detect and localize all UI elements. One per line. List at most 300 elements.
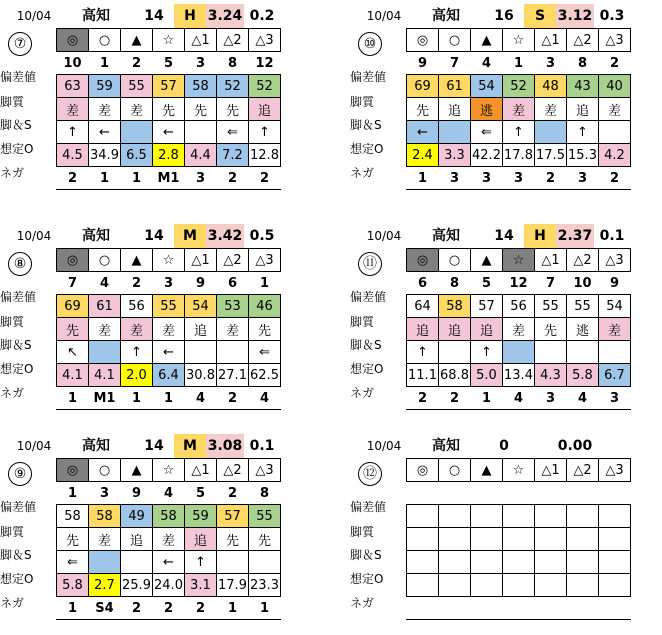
table-row	[407, 121, 631, 144]
running-style-cell: 先	[217, 98, 249, 121]
negative-cell	[503, 597, 535, 620]
mark-cell: ◎	[57, 249, 89, 272]
row-label: ネガ	[0, 596, 25, 610]
race-index: 2.37	[556, 224, 594, 248]
leg-speed-cell	[599, 121, 631, 144]
deviation-cell: 43	[567, 75, 599, 98]
track-condition: S	[524, 4, 556, 28]
mark-cell: ◎	[407, 29, 439, 52]
negative-cell: 1	[153, 387, 185, 410]
race-index: 3.12	[556, 4, 594, 28]
expected-odds-cell: 6.7	[599, 364, 631, 387]
table-row	[407, 52, 631, 75]
mark-cell: ◎	[57, 459, 89, 482]
deviation-cell	[439, 505, 471, 528]
leg-speed-cell: ⇐	[57, 551, 89, 574]
horse-number-cell: 10	[567, 272, 599, 295]
horse-number-cell: 5	[185, 482, 217, 505]
negative-cell: 4	[249, 387, 281, 410]
race-index-secondary: 0.3	[599, 8, 625, 24]
deviation-cell: 57	[471, 295, 503, 318]
horse-number-cell	[567, 482, 599, 505]
track-condition: H	[524, 224, 556, 248]
horse-number-cell	[535, 482, 567, 505]
negative-cell: 4	[567, 387, 599, 410]
deviation-cell: 52	[503, 75, 535, 98]
horse-number-cell: 2	[121, 52, 153, 75]
table-row	[57, 318, 281, 341]
running-style-cell	[535, 528, 567, 551]
mark-cell: ☆	[503, 459, 535, 482]
mark-cell: △1	[185, 249, 217, 272]
venue-name: 高知	[82, 438, 110, 454]
leg-speed-cell	[439, 341, 471, 364]
deviation-cell	[407, 505, 439, 528]
race-panel	[350, 434, 662, 630]
running-style-cell: 差	[89, 98, 121, 121]
table-row	[407, 528, 631, 551]
venue-name: 高知	[432, 228, 460, 244]
leg-speed-cell: ⇐	[471, 121, 503, 144]
horse-number-cell: 4	[89, 272, 121, 295]
negative-cell: 2	[217, 167, 249, 190]
running-style-cell: 追	[567, 98, 599, 121]
row-label: 想定O	[350, 142, 384, 156]
mark-cell: △1	[185, 29, 217, 52]
mark-cell: △3	[599, 459, 631, 482]
negative-cell: 3	[471, 167, 503, 190]
negative-cell: 1	[217, 597, 249, 620]
leg-speed-cell: ←	[153, 551, 185, 574]
mark-cell: △3	[249, 249, 281, 272]
horse-table	[56, 248, 281, 410]
table-row	[57, 528, 281, 551]
horse-number-cell: 9	[121, 482, 153, 505]
expected-odds-cell: 17.5	[535, 144, 567, 167]
running-style-cell: 逃	[471, 98, 503, 121]
table-row	[407, 29, 631, 52]
leg-speed-cell: ↑	[121, 341, 153, 364]
deviation-cell: 69	[57, 295, 89, 318]
row-label: ネガ	[0, 386, 25, 400]
race-index-secondary: 0.1	[599, 228, 625, 244]
venue-name: 高知	[432, 8, 460, 24]
field-size: 14	[494, 228, 514, 244]
running-style-cell: 差	[153, 528, 185, 551]
row-label: ネガ	[0, 166, 25, 180]
track-condition: M	[174, 224, 206, 248]
mark-cell: ☆	[153, 459, 185, 482]
deviation-cell	[567, 505, 599, 528]
table-row	[407, 387, 631, 410]
horse-number-cell: 9	[407, 52, 439, 75]
row-label: 脚＆S	[0, 118, 32, 132]
race-number: ⑨	[8, 462, 32, 486]
negative-cell: 3	[599, 387, 631, 410]
table-row	[57, 52, 281, 75]
horse-number-cell: 3	[153, 272, 185, 295]
race-panel	[350, 4, 662, 200]
race-index: 0.00	[557, 438, 593, 454]
leg-speed-cell	[535, 121, 567, 144]
running-style-cell: 先	[249, 528, 281, 551]
race-panel	[0, 4, 326, 200]
negative-cell: 1	[57, 387, 89, 410]
track-condition: H	[174, 4, 206, 28]
horse-number-cell: 3	[535, 52, 567, 75]
race-date: 10/04	[16, 229, 52, 243]
expected-odds-cell: 13.4	[503, 364, 535, 387]
mark-cell: ▲	[471, 249, 503, 272]
horse-number-cell: 6	[407, 272, 439, 295]
race-date: 10/04	[366, 439, 402, 453]
venue-name: 高知	[82, 8, 110, 24]
running-style-cell: 先	[217, 528, 249, 551]
running-style-cell: 差	[57, 98, 89, 121]
table-row	[407, 98, 631, 121]
horse-number-cell: 4	[153, 482, 185, 505]
table-row	[57, 144, 281, 167]
running-style-cell: 逃	[567, 318, 599, 341]
leg-speed-cell	[121, 551, 153, 574]
negative-cell: 1	[121, 387, 153, 410]
mark-cell: △3	[599, 249, 631, 272]
mark-cell: ◎	[407, 459, 439, 482]
horse-number-cell: 3	[185, 52, 217, 75]
negative-cell: 4	[185, 387, 217, 410]
mark-cell: ○	[89, 249, 121, 272]
horse-number-cell: 2	[121, 272, 153, 295]
race-index: 3.42	[206, 224, 244, 248]
mark-cell: ○	[439, 29, 471, 52]
row-label: 偏差値	[0, 290, 37, 304]
race-number: ⑪	[358, 252, 382, 276]
horse-number-cell: 5	[153, 52, 185, 75]
running-style-cell: 追	[249, 98, 281, 121]
race-number: ⑩	[358, 32, 382, 56]
horse-table	[406, 458, 631, 620]
horse-table	[56, 28, 281, 190]
expected-odds-cell: 6.5	[121, 144, 153, 167]
row-label: ネガ	[350, 166, 375, 180]
table-row	[407, 459, 631, 482]
table-row	[407, 144, 631, 167]
horse-number-cell: 3	[89, 482, 121, 505]
deviation-cell: 58	[185, 75, 217, 98]
race-number: ⑧	[8, 252, 32, 276]
table-row	[57, 459, 281, 482]
leg-speed-cell	[439, 121, 471, 144]
running-style-cell: 差	[121, 318, 153, 341]
leg-speed-cell	[599, 551, 631, 574]
leg-speed-cell: ↑	[249, 121, 281, 144]
horse-number-cell: 9	[599, 272, 631, 295]
field-size: 14	[144, 8, 164, 24]
mark-cell: ▲	[121, 29, 153, 52]
row-label: 想定O	[0, 142, 34, 156]
row-label: 脚＆S	[350, 548, 382, 562]
negative-cell: 1	[57, 597, 89, 620]
mark-cell: ☆	[503, 29, 535, 52]
leg-speed-cell	[535, 341, 567, 364]
leg-speed-cell	[217, 551, 249, 574]
horse-number-cell	[503, 482, 535, 505]
deviation-cell	[471, 505, 503, 528]
deviation-cell: 61	[439, 75, 471, 98]
deviation-cell: 55	[535, 295, 567, 318]
horse-number-cell: 1	[57, 482, 89, 505]
mark-cell: △2	[217, 459, 249, 482]
running-style-cell	[599, 528, 631, 551]
mark-cell: ○	[439, 249, 471, 272]
mark-cell: △3	[599, 29, 631, 52]
table-row	[407, 574, 631, 597]
table-row	[407, 75, 631, 98]
horse-table	[56, 458, 281, 620]
negative-cell: 2	[185, 597, 217, 620]
table-row	[57, 272, 281, 295]
leg-speed-cell: ←	[89, 121, 121, 144]
race-index-secondary: 0.5	[249, 228, 275, 244]
race-header	[6, 224, 326, 248]
deviation-cell	[503, 505, 535, 528]
leg-speed-cell: ↖	[57, 341, 89, 364]
table-row	[57, 29, 281, 52]
row-label: 脚＆S	[0, 338, 32, 352]
horse-number-cell: 12	[249, 52, 281, 75]
horse-number-cell: 12	[503, 272, 535, 295]
negative-cell: 2	[217, 387, 249, 410]
deviation-cell: 57	[217, 505, 249, 528]
row-label: 脚＆S	[350, 338, 382, 352]
leg-speed-cell	[599, 341, 631, 364]
expected-odds-cell: 17.8	[503, 144, 535, 167]
row-label: 脚質	[350, 95, 375, 109]
deviation-cell: 56	[503, 295, 535, 318]
venue-name: 高知	[82, 228, 110, 244]
negative-cell	[439, 597, 471, 620]
expected-odds-cell: 2.8	[153, 144, 185, 167]
running-style-cell	[471, 528, 503, 551]
leg-speed-cell	[121, 121, 153, 144]
deviation-cell: 55	[153, 295, 185, 318]
mark-cell: ▲	[121, 459, 153, 482]
negative-cell	[407, 597, 439, 620]
running-style-cell: 先	[185, 98, 217, 121]
deviation-cell: 55	[249, 505, 281, 528]
race-header	[6, 4, 326, 28]
race-index: 3.08	[206, 434, 244, 458]
horse-number-cell: 7	[439, 52, 471, 75]
running-style-cell: 差	[89, 528, 121, 551]
deviation-cell: 53	[217, 295, 249, 318]
running-style-cell: 先	[153, 98, 185, 121]
deviation-cell: 61	[89, 295, 121, 318]
deviation-cell: 56	[121, 295, 153, 318]
row-label: 想定O	[350, 572, 384, 586]
race-header	[356, 434, 662, 458]
row-label: 脚質	[0, 95, 25, 109]
race-header	[6, 434, 326, 458]
horse-number-cell: 7	[535, 272, 567, 295]
row-label: ネガ	[350, 596, 375, 610]
mark-cell: △1	[535, 29, 567, 52]
expected-odds-cell: 34.9	[89, 144, 121, 167]
mark-cell: △2	[567, 459, 599, 482]
track-condition	[524, 434, 556, 458]
row-label: 脚質	[0, 315, 25, 329]
expected-odds-cell: 62.5	[249, 364, 281, 387]
expected-odds-cell	[567, 574, 599, 597]
deviation-cell: 55	[121, 75, 153, 98]
running-style-cell: 差	[503, 98, 535, 121]
expected-odds-cell	[599, 574, 631, 597]
horse-number-cell: 5	[471, 272, 503, 295]
mark-cell: △1	[535, 249, 567, 272]
table-row	[407, 364, 631, 387]
negative-cell: 1	[89, 167, 121, 190]
horse-number-cell: 2	[599, 52, 631, 75]
table-row	[57, 341, 281, 364]
negative-cell: 1	[471, 387, 503, 410]
row-label: 偏差値	[350, 500, 387, 514]
leg-speed-cell: ↑	[503, 121, 535, 144]
row-label: 偏差値	[0, 500, 37, 514]
horse-number-cell: 2	[217, 482, 249, 505]
expected-odds-cell: 17.9	[217, 574, 249, 597]
running-style-cell: 追	[407, 318, 439, 341]
running-style-cell: 追	[185, 318, 217, 341]
track-condition: M	[174, 434, 206, 458]
mark-cell: ○	[89, 459, 121, 482]
table-row	[407, 597, 631, 620]
leg-speed-cell	[535, 551, 567, 574]
mark-cell: △2	[217, 249, 249, 272]
table-row	[57, 482, 281, 505]
table-row	[57, 364, 281, 387]
deviation-cell: 58	[89, 505, 121, 528]
running-style-cell	[503, 528, 535, 551]
table-row	[57, 551, 281, 574]
horse-number-cell: 9	[185, 272, 217, 295]
leg-speed-cell: ⇐	[249, 341, 281, 364]
leg-speed-cell	[185, 121, 217, 144]
expected-odds-cell: 30.8	[185, 364, 217, 387]
running-style-cell: 先	[407, 98, 439, 121]
running-style-cell: 差	[503, 318, 535, 341]
running-style-cell	[567, 528, 599, 551]
running-style-cell: 追	[121, 528, 153, 551]
horse-number-cell: 1	[503, 52, 535, 75]
expected-odds-cell	[407, 574, 439, 597]
horse-number-cell: 1	[89, 52, 121, 75]
race-panel	[0, 224, 326, 420]
expected-odds-cell: 2.4	[407, 144, 439, 167]
mark-cell: ○	[439, 459, 471, 482]
horse-number-cell	[439, 482, 471, 505]
deviation-cell: 57	[153, 75, 185, 98]
row-label: 偏差値	[0, 70, 37, 84]
leg-speed-cell	[503, 341, 535, 364]
table-row	[57, 98, 281, 121]
horse-number-cell	[407, 482, 439, 505]
leg-speed-cell: ↑	[567, 121, 599, 144]
horse-number-cell: 8	[249, 482, 281, 505]
running-style-cell: 先	[535, 318, 567, 341]
race-date: 10/04	[16, 9, 52, 23]
expected-odds-cell: 5.0	[471, 364, 503, 387]
race-panel	[350, 224, 662, 420]
negative-cell	[535, 597, 567, 620]
table-row	[407, 272, 631, 295]
expected-odds-cell: 15.3	[567, 144, 599, 167]
leg-speed-cell: ↑	[57, 121, 89, 144]
negative-cell: 1	[407, 167, 439, 190]
table-row	[407, 295, 631, 318]
expected-odds-cell: 5.8	[567, 364, 599, 387]
horse-number-cell: 7	[57, 272, 89, 295]
running-style-cell: 差	[599, 98, 631, 121]
running-style-cell: 追	[439, 318, 471, 341]
expected-odds-cell: 4.3	[535, 364, 567, 387]
negative-cell: 2	[599, 167, 631, 190]
row-label: 脚質	[350, 525, 375, 539]
table-row	[407, 482, 631, 505]
negative-cell: 3	[185, 167, 217, 190]
mark-cell: △3	[249, 29, 281, 52]
negative-cell: S4	[89, 597, 121, 620]
table-row	[57, 75, 281, 98]
leg-speed-cell: ←	[407, 121, 439, 144]
deviation-cell: 54	[599, 295, 631, 318]
expected-odds-cell: 11.1	[407, 364, 439, 387]
mark-cell: △2	[217, 29, 249, 52]
leg-speed-cell	[471, 551, 503, 574]
leg-speed-cell	[185, 341, 217, 364]
expected-odds-cell: 25.9	[121, 574, 153, 597]
running-style-cell: 差	[153, 318, 185, 341]
deviation-cell: 59	[185, 505, 217, 528]
running-style-cell: 追	[439, 98, 471, 121]
mark-cell: △3	[249, 459, 281, 482]
negative-cell: 3	[567, 167, 599, 190]
race-index: 3.24	[206, 4, 244, 28]
table-row	[57, 597, 281, 620]
horse-number-cell	[471, 482, 503, 505]
mark-cell: ▲	[471, 29, 503, 52]
mark-cell: △1	[535, 459, 567, 482]
deviation-cell: 40	[599, 75, 631, 98]
negative-cell: 2	[121, 597, 153, 620]
deviation-cell: 58	[57, 505, 89, 528]
mark-cell: ▲	[471, 459, 503, 482]
expected-odds-cell: 5.8	[57, 574, 89, 597]
table-row	[57, 387, 281, 410]
running-style-cell	[439, 528, 471, 551]
running-style-cell: 先	[249, 318, 281, 341]
expected-odds-cell: 3.3	[439, 144, 471, 167]
row-label: ネガ	[350, 386, 375, 400]
row-label: 脚＆S	[0, 548, 32, 562]
row-label: 想定O	[350, 362, 384, 376]
leg-speed-cell	[439, 551, 471, 574]
row-label: 脚＆S	[350, 118, 382, 132]
negative-cell	[599, 597, 631, 620]
leg-speed-cell	[567, 341, 599, 364]
horse-number-cell: 8	[439, 272, 471, 295]
race-number: ⑫	[358, 462, 382, 486]
expected-odds-cell: 4.2	[599, 144, 631, 167]
